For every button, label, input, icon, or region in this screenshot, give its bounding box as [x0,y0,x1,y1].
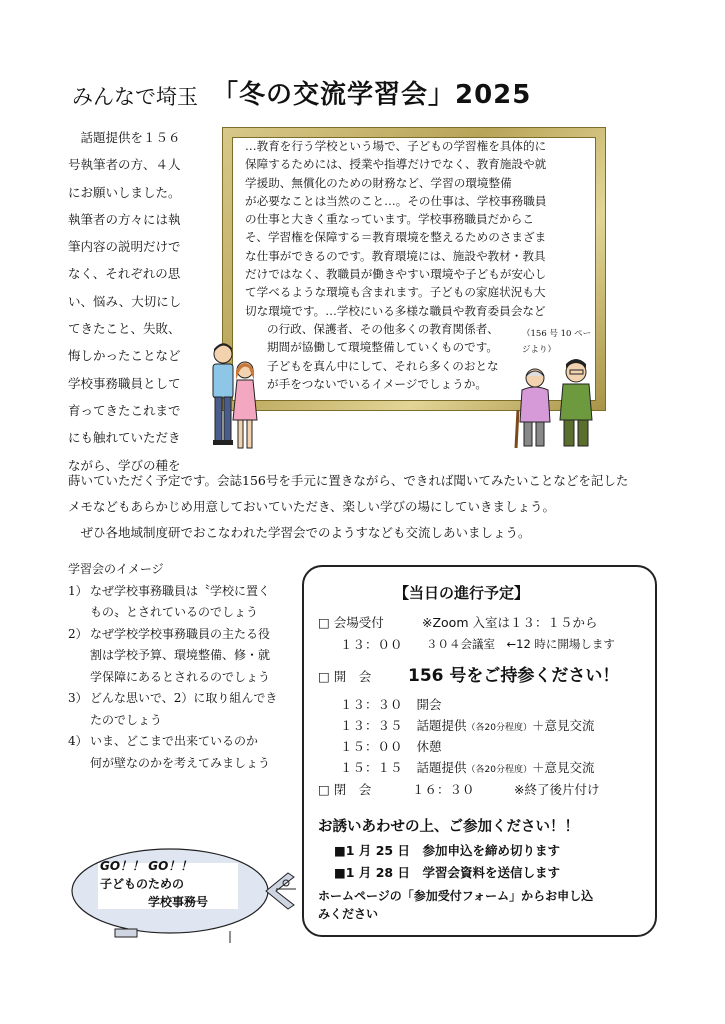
schedule-note: （各20分程度） [466,765,532,775]
schedule-row [340,695,442,713]
image-section-title: 学習会のイメージ [68,562,164,576]
blimp-line: 学校事務号 [148,895,209,909]
item-number: 2） [68,626,88,641]
reception-zoom-note: ※Zoom 入室は１３：１５から [422,615,598,630]
item-number: 3） [68,691,88,705]
schedule-after: ＋意見交流 [531,760,595,775]
deadline-item: ■1 月 28 日 学習会資料を送信します [334,865,560,880]
schedule-box [302,565,657,937]
schedule-row [340,716,594,734]
schedule-note: （各20分程度） [466,723,532,733]
item-number: 1） [68,583,88,598]
quote-line: 期間が協働して環境整備していくものです。 [267,340,498,355]
item-text: いま、どこまで出来ているのか 何が壁なのかを考えてみましょう [90,734,271,770]
list-item [68,581,278,624]
intro-line: 執筆者の方々には執 [68,211,181,227]
intro-line: 悔しかったことなど [68,348,181,364]
intro-column [68,124,218,479]
image-section [68,559,278,774]
quote-line: 切な環境です。…学校にいる多様な職員や教育委員会など [245,303,546,318]
blimp-line: 子どものための [100,877,185,891]
quote-line: が手をつないでいるイメージでしょうか。 [267,376,487,391]
quote-line: 子どもを真ん中にして、それら多くのおとな [267,358,499,373]
intro-line: なく、それぞれの思 [68,266,181,282]
intro-line: にお願いしました。 [68,184,181,200]
list-item [68,688,278,731]
note-line: （156 号 10 ペー [522,329,592,339]
quote-line: …教育を行う学校という場で、子どもの学習権を具体的に [245,139,547,153]
elderly-illustration [508,350,598,450]
close-label: □ 閉 会 [318,782,372,797]
note-line: ジより） [522,345,557,355]
close-note: ※終了後片付け [514,782,600,797]
schedule-row [340,737,442,755]
deadline-item: ■1 月 25 日 参加申込を締め切ります [334,843,560,858]
schedule-time: １５：００ [340,739,403,754]
quote-line: の仕事と大きく重なっています。学校事務職員だからこ [245,212,534,227]
homepage-line: ホームページの「参加受付フォーム」からお申し込 [318,889,594,903]
quote-line: だけではなく、教職員が働きやすい環境や子どもが安心し [245,267,547,282]
schedule-after: ＋意見交流 [531,718,595,733]
homepage-line: みください [318,907,379,921]
schedule-row [340,758,594,776]
item-text: なぜ学校事務職員は〝学校に置くもの〟とされているのでしょう [90,583,271,619]
intro-full-line: メモなどもあらかじめ用意しておいていただき、楽しい学びの場にしていきましょう。 [68,499,556,514]
intro-line: 話題提供を１５６ [68,130,181,145]
open-label: □ 開 会 [318,669,372,684]
list-item [68,731,278,774]
quote-line: な仕事ができるのです。教育環境には、施設や教材・教具 [245,248,546,263]
intro-line: い、悩み、大切にし [68,293,182,309]
close-time: １６：３０ [412,782,475,797]
invite-text: お誘いあわせの上、ご参加ください！！ [318,819,579,835]
schedule-text: 開会 [416,697,442,712]
blimp-caption [100,857,250,911]
intro-line: 育ってきたこれまで [68,402,181,418]
schedule-time: １５：１５ [340,760,403,775]
schedule-text: 話題提供 [416,718,467,733]
intro-line: にも触れていただき [68,430,181,446]
couple-illustration [205,340,265,455]
schedule-time: １３：３５ [340,718,403,733]
intro-line: 号執筆者の方、４人 [68,157,181,173]
title-main: 「冬の交流学習会」2025 [212,80,532,110]
intro-full-line: 蒔いていただく予定です。会誌156号を手元に置きながら、できれば聞いてみたいことなどを記した [68,473,629,488]
quote-line: の行政、保護者、その他多くの教育関係者、 [267,321,499,336]
quote-line: そ、学習権を保障する＝教育環境を整えるためのさまざま [245,230,547,245]
intro-full-line: ぜひ各地域制度研でおこなわれた学習会でのようすなども交流しあいましょう。 [68,525,531,540]
quote-line: 保障するためには、授業や指導だけでなく、教育施設や就 [245,157,547,172]
reception-label: □ 会場受付 [318,615,384,630]
schedule-time: １３：３０ [340,697,403,712]
list-item [68,624,278,689]
intro-line: 学校事務職員として [68,375,181,391]
title-prefix: みんなで埼玉 [72,85,198,109]
item-text: どんな思いで、2）に取り組んできたのでしょう [90,691,278,727]
quote-line: 学援助、無償化のための財務など、学習の環境整備 [245,175,512,190]
page-title [72,74,672,114]
intro-line: 筆内容の説明だけで [68,239,181,255]
schedule-heading: 【当日の進行予定】 [394,584,530,602]
schedule-text: 休憩 [416,739,442,754]
schedule-text: 話題提供 [416,760,467,775]
reception-room: ３０４会議室 ←12 時に開場します [426,637,615,651]
bring-issue-notice: 156 号をご持参ください！ [408,666,620,686]
reception-time: １３：００ [340,637,403,652]
intro-line: ながら、学びの種を [68,457,181,473]
intro-line: てきたこと、失敗、 [68,321,181,337]
quote-line: が必要なことは当然のこと…。その仕事は、学校事務職員 [245,193,547,208]
quote-line: て学べるような環境も含まれます。子どもの家庭状況も大 [245,285,546,300]
blimp-slogan: GO！！ GO！！ [100,859,193,873]
item-text: なぜ学校学校事務職員の主たる役割は学校予算、環境整備、修・就学保障にあるとされるのでしょう [90,626,271,684]
item-number: 4） [68,734,88,748]
